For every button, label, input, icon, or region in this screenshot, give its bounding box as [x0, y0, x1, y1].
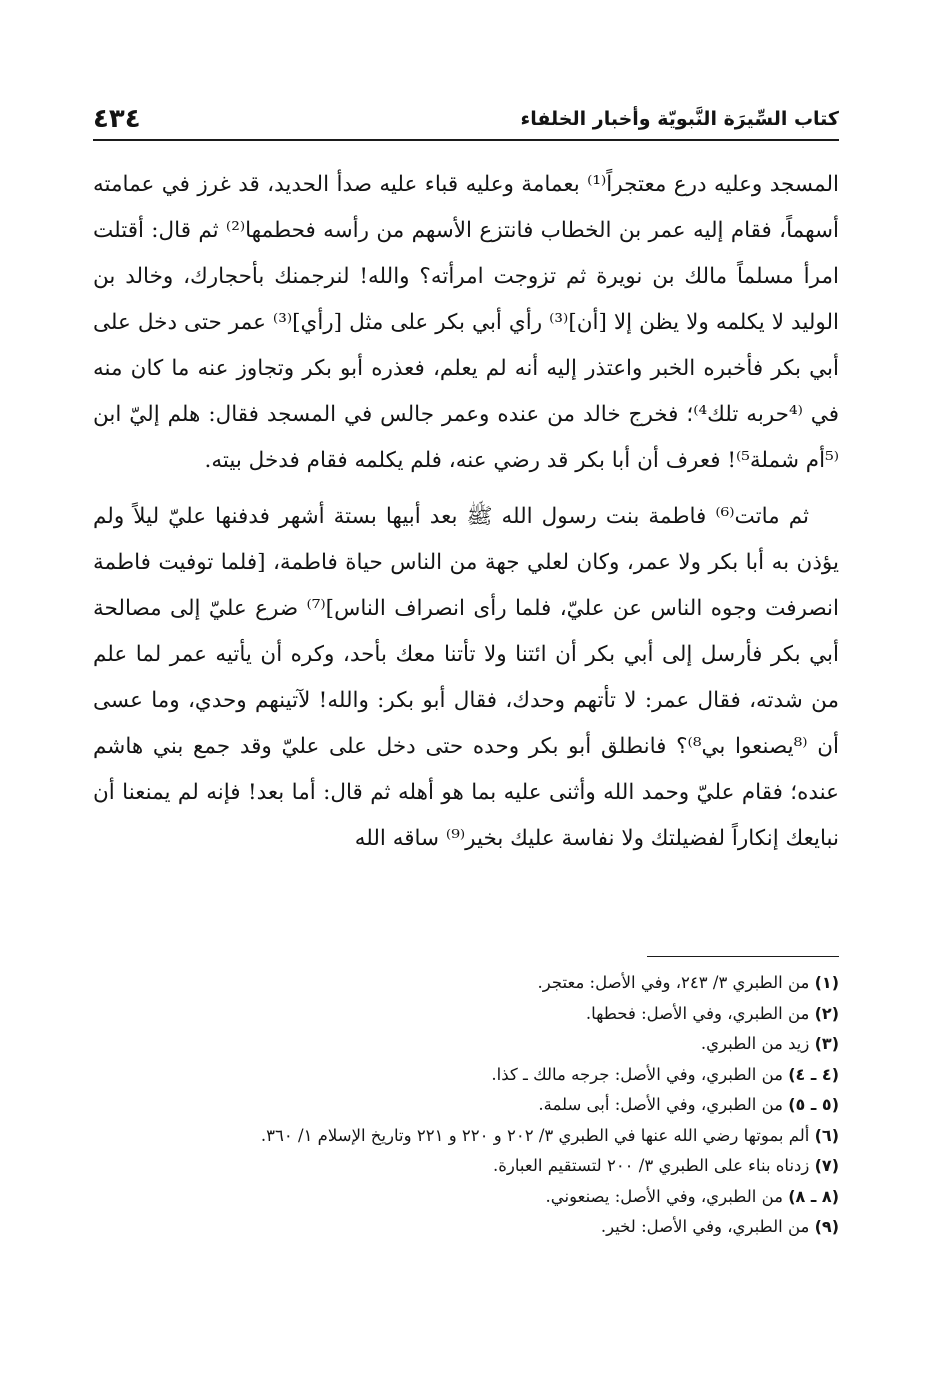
footnote-7	[93, 1151, 839, 1182]
footnote-4	[93, 1060, 839, 1091]
page-header	[93, 96, 839, 136]
footnote-text: من الطبري، وفي الأصل: يصنعوني.	[545, 1186, 783, 1206]
footnote-text: زيد من الطبري.	[700, 1034, 810, 1053]
paragraph-2: ثم ماتت⁽⁶⁾ فاطمة بنت رسول الله ﷺ بعد أبيها بستة أشهر فدفنها عليّ ليلاً ولم يؤذن به أبا بكر ولا عمر، وكان لعلي جهة من الناس حياة فاطمة، [فلما توفيت فاطمة انصرفت وجوه الناس عن عليّ، فلما رأى انصراف الناس]⁽⁷⁾ ضرع عليّ إلى مصالحة أبي بكر فأرسل إلى أبي بكر أن ائتنا ولا تأتنا معك بأحد، وكره أن يأتيه عمر لما علم من شدته، فقال عمر: لا تأتهم وحدك، فقال أبو بكر: والله! لآتينهم وحدي، وما عسى أن ⁽⁸يصنعوا بي⁸⁾؟ فانطلق أبو بكر وحده حتى دخل على عليّ وقد جمع بني هاشم عنده؛ فقام عليّ وحمد الله وأثنى عليه بما هو أهله ثم قال: أما بعد! فإنه لم يمنعنا أن نبايعك إنكاراً لفضيلتك ولا نفاسة عليك بخير⁽⁹⁾ ساقه الله	[93, 504, 839, 851]
footnote-divider	[647, 956, 839, 957]
footnote-8	[93, 1182, 839, 1213]
header-divider	[93, 139, 839, 141]
footnote-text: من الطبري، وفي الأصل: فحطها.	[585, 1003, 810, 1023]
page-number: ٤٣٤	[93, 104, 141, 134]
footnote-number: (٦)	[814, 1125, 839, 1145]
footnote-number: (٢)	[814, 1003, 839, 1023]
footnote-6	[93, 1121, 839, 1152]
book-title: كتاب السِّيرَة النَّبويّة وأخبار الخلفاء	[520, 108, 839, 130]
footnote-text: زدناه بناء على الطبري ٣/ ٢٠٠ لتستقيم العبارة.	[493, 1156, 810, 1175]
footnote-2	[93, 999, 839, 1030]
footnote-9	[93, 1212, 839, 1243]
footnote-text: من الطبري، وفي الأصل: أبى سلمة.	[538, 1095, 783, 1114]
footnote-number: (٨ ـ ٨)	[788, 1186, 839, 1206]
footnote-number: (٩)	[814, 1217, 839, 1236]
footnote-number: (١)	[814, 973, 839, 992]
footnote-1	[93, 968, 839, 999]
footnotes-list	[93, 968, 839, 1243]
footnote-number: (٧)	[814, 1156, 839, 1175]
footnote-text: من الطبري، وفي الأصل: لخير.	[600, 1217, 810, 1236]
footnote-text: من الطبري ٣/ ٢٤٣، وفي الأصل: معتجر.	[537, 973, 810, 992]
paragraph-1: المسجد وعليه درع معتجراً⁽¹⁾ بعمامة وعليه قباء عليه صدأ الحديد، قد غرز في عمامته أسهماً، فقام إليه عمر بن الخطاب فانتزع الأسهم من رأسه فحطمها⁽²⁾ ثم قال: أقتلت امرأ مسلماً مالك بن نويرة ثم تزوجت امرأته؟ والله! لنرجمنك بأحجارك، وخالد بن الوليد لا يكلمه ولا يظن إلا [أن]⁽³⁾ رأي أبي بكر على مثل [رأي]⁽³⁾ عمر حتى دخل على أبي بكر فأخبره الخبر واعتذر إليه أنه لم يعلم، فعذره أبو بكر وتجاوز عنه ما كان منه في ⁽⁴حربه تلك⁴⁾؛ فخرج خالد من عنده وعمر جالس في المسجد فقال: هلم إليّ ابن ⁽⁵أم شملة⁵⁾! فعرف أن أبا بكر قد رضي عنه، فلم يكلمه فقام فدخل بيته.	[93, 172, 840, 473]
footnote-text: من الطبري، وفي الأصل: جرجه مالك ـ كذا.	[491, 1064, 783, 1084]
footnote-number: (٣)	[814, 1034, 839, 1053]
footnote-3	[93, 1029, 839, 1060]
main-text	[93, 162, 839, 862]
footnote-5	[93, 1090, 839, 1121]
footnote-text: ألم بموتها رضي الله عنها في الطبري ٣/ ٢٠٢ و ٢٢٠ و ٢٢١ وتاريخ الإسلام ١/ ٣٦٠.	[260, 1125, 810, 1145]
footnote-number: (٥ ـ ٥)	[788, 1095, 839, 1114]
footnote-number: (٤ ـ ٤)	[788, 1064, 839, 1084]
